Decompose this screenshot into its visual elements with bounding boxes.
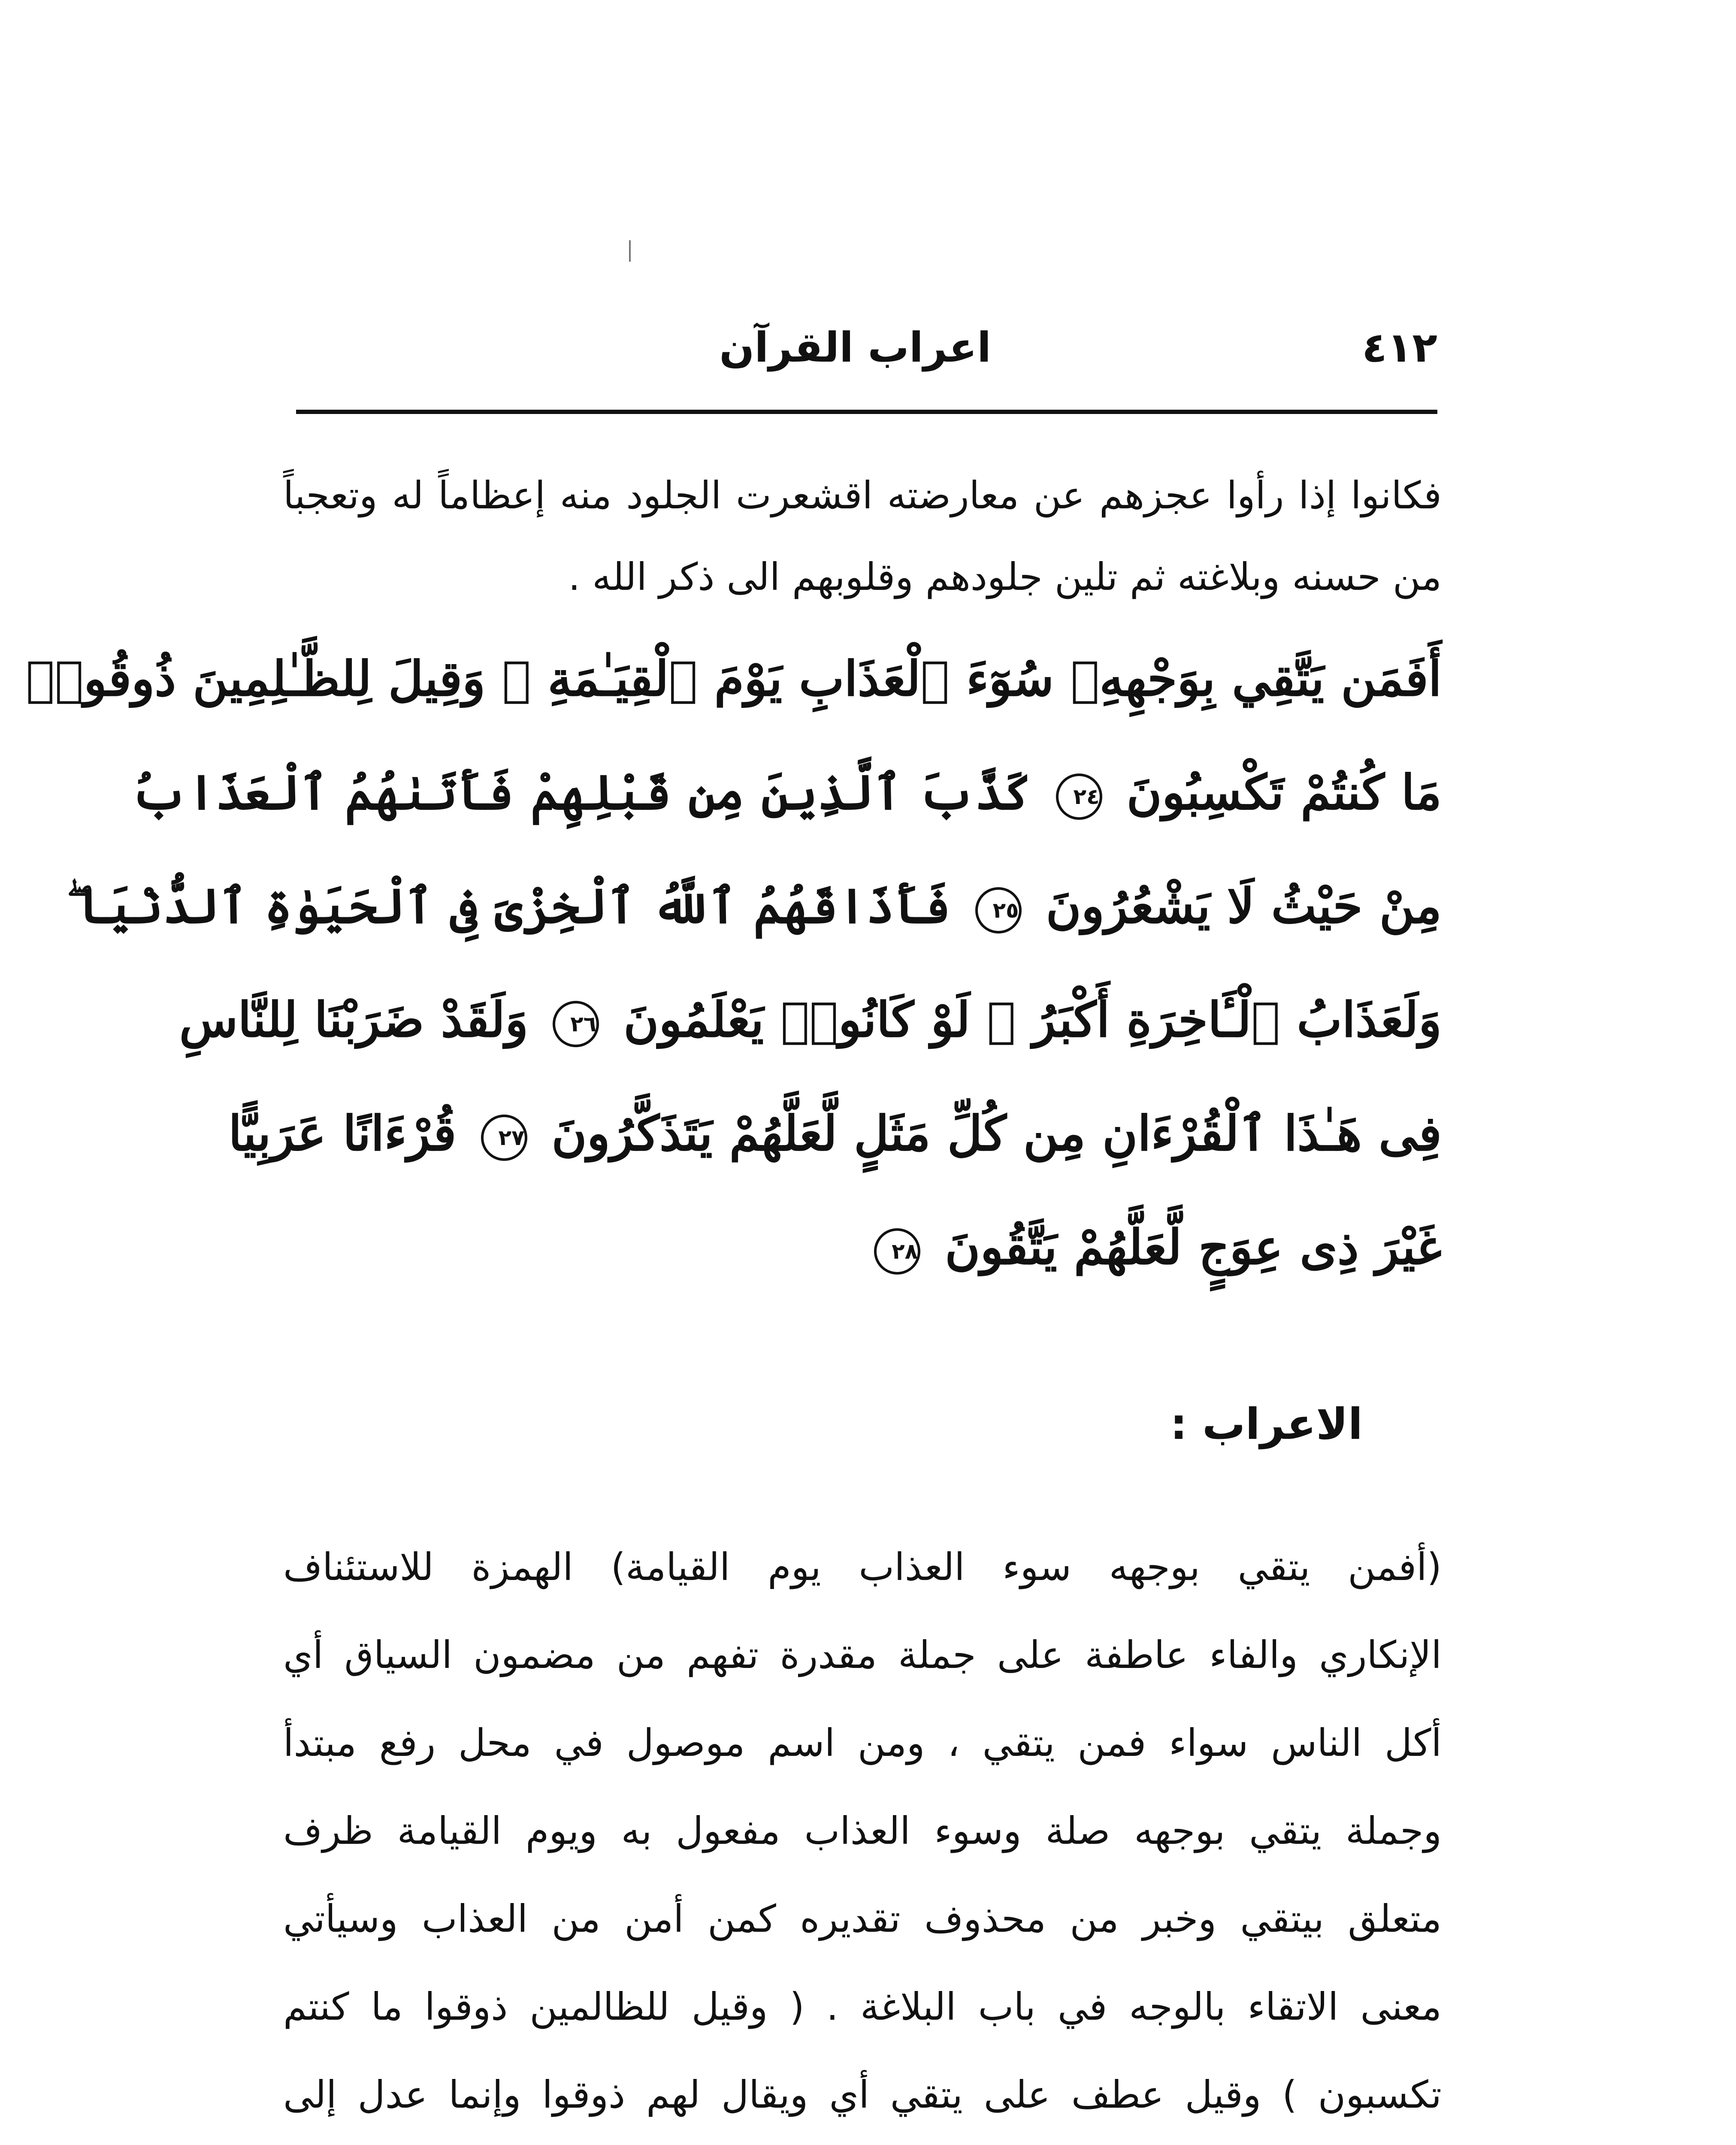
ayah-marker: ٢٦ bbox=[553, 1001, 599, 1047]
page-header bbox=[296, 313, 1437, 390]
section-heading: الاعراب : bbox=[1170, 1399, 1363, 1449]
commentary-line: أكل الناس سواء فمن يتقي ، ومن اسم موصول في محل رفع مبتدأ bbox=[283, 1721, 1442, 1765]
ayah-marker: ٢٤ bbox=[1056, 773, 1102, 820]
commentary-text bbox=[283, 1523, 1442, 2145]
verse-text: غَيْرَ ذِى عِوَجٍ لَّعَلَّهُمْ يَتَّقُونَ bbox=[945, 1219, 1442, 1275]
verse-text: مِنْ حَيْثُ لَا يَشْعُرُونَ bbox=[1046, 878, 1442, 934]
commentary-line: (أفمن يتقي بوجهه سوء العذاب يوم القيامة) الهمزة للاستئناف bbox=[283, 1545, 1442, 1589]
commentary-line: تكسبون ) وقيل عطف على يتقي أي ويقال لهم ذوقوا وإنما عدل إلى bbox=[283, 2072, 1442, 2117]
verse-line-1 bbox=[26, 622, 1442, 736]
verse-text: فَأَذَاقَهُمُ ٱللَّهُ ٱلْخِزْىَ فِى ٱلْحَيَوٰةِ ٱلدُّنْيَا ۖ bbox=[67, 878, 951, 934]
header-rule bbox=[296, 410, 1437, 414]
verse-text: كَذَّبَ ٱلَّذِينَ مِن قَبْلِهِمْ فَأَتَىٰهُمُ ٱلْعَذَابُ bbox=[131, 764, 1031, 821]
ayah-marker: ٢٥ bbox=[975, 887, 1022, 934]
verse-line-5 bbox=[228, 1077, 1442, 1190]
intro-text: فكانوا إذا رأوا عجزهم عن معارضته اقشعرت الجلود منه إعظاماً له وتعجباً من حسنه وبلاغته ثم تلين جلودهم وقلوبهم الى ذكر الله . bbox=[283, 473, 1442, 599]
commentary-line bbox=[283, 2139, 1442, 2145]
intro-paragraph bbox=[283, 455, 1442, 618]
verse-line-2 bbox=[131, 736, 1442, 849]
ayah-marker: ٢٨ bbox=[874, 1228, 920, 1275]
ayah-marker: ٢٧ bbox=[481, 1115, 527, 1161]
verse-text: مَا كُنتُمْ تَكْسِبُونَ bbox=[1126, 764, 1442, 821]
running-title: اعراب القرآن bbox=[719, 323, 991, 372]
page-number: ٤١٢ bbox=[1362, 323, 1437, 372]
verse-line-4 bbox=[179, 963, 1442, 1077]
verse-text: وَلَعَذَابُ ٱلْـَٔاخِرَةِ أَكْبَرُ ۚ لَوْ كَانُوا۟ يَعْلَمُونَ bbox=[623, 992, 1442, 1048]
commentary-line: معنى الاتقاء بالوجه في باب البلاغة . ( وقيل للظالمين ذوقوا ما كنتم bbox=[283, 1985, 1442, 2029]
verse-text: وَلَقَدْ ضَرَبْنَا لِلنَّاسِ bbox=[179, 992, 529, 1048]
verse-text: فِى هَـٰذَا ٱلْقُرْءَانِ مِن كُلِّ مَثَلٍ لَّعَلَّهُمْ يَتَذَكَّرُونَ bbox=[551, 1106, 1442, 1162]
commentary-line: وجملة يتقي بوجهه صلة وسوء العذاب مفعول به ويوم القيامة ظرف bbox=[283, 1809, 1442, 1853]
quran-verses bbox=[26, 622, 1442, 1304]
commentary-line: متعلق بيتقي وخبر من محذوف تقديره كمن أمن من العذاب وسيأتي bbox=[283, 1897, 1442, 1941]
scan-mark bbox=[629, 240, 631, 262]
verse-text: أَفَمَن يَتَّقِي بِوَجْهِهِۦ سُوٓءَ ٱلْعَذَابِ يَوْمَ ٱلْقِيَـٰمَةِ ۚ وَقِيلَ لِلظَّـٰلِمِينَ ذُوقُوا۟ bbox=[26, 651, 1442, 707]
verse-line-6 bbox=[283, 1190, 1442, 1304]
commentary-line: الإنكاري والفاء عاطفة على جملة مقدرة تفهم من مضمون السياق أي bbox=[283, 1633, 1442, 1677]
verse-line-3 bbox=[67, 849, 1442, 963]
verse-text: قُرْءَانًا عَرَبِيًّا bbox=[228, 1106, 457, 1162]
